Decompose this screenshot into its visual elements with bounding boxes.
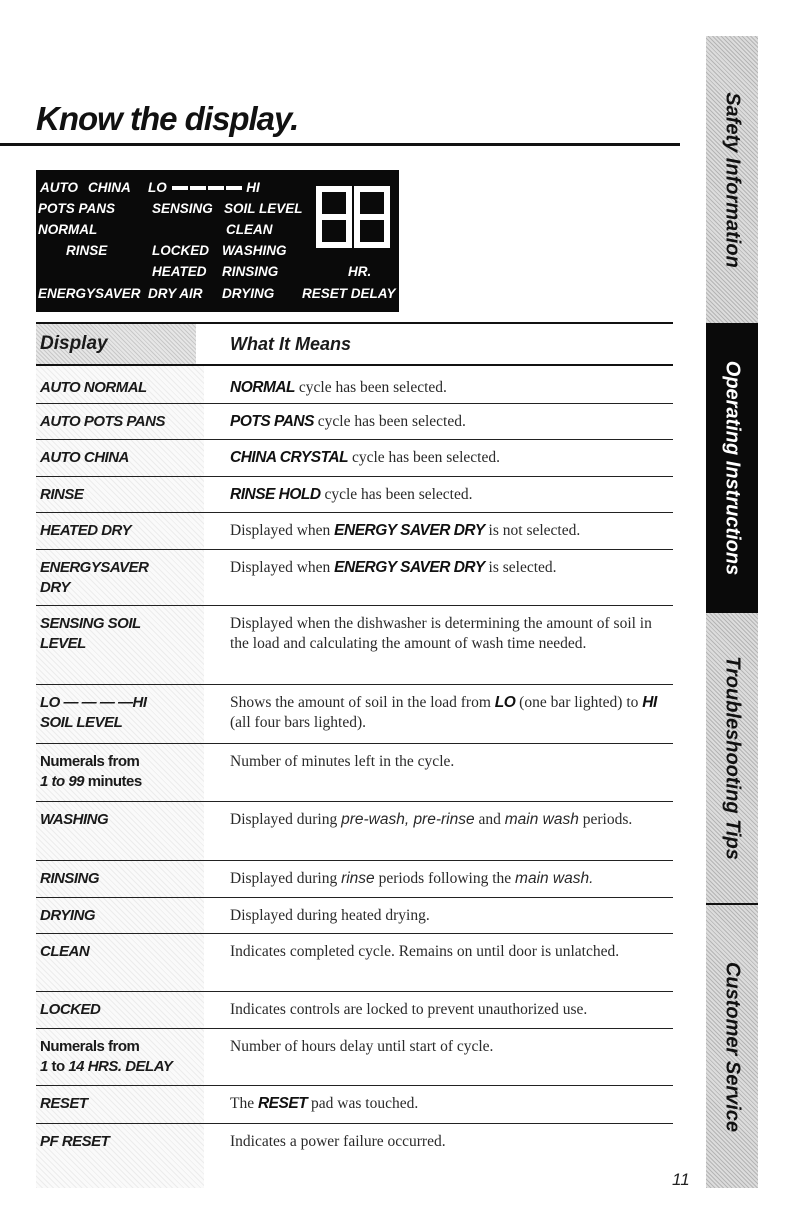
display-cell: Numerals from 1 to 99 minutes bbox=[36, 744, 204, 801]
panel-drying: DRYING bbox=[222, 286, 275, 301]
title-rule bbox=[0, 143, 680, 146]
meaning-cell: RINSE HOLD cycle has been selected. bbox=[230, 486, 473, 503]
meaning-cell: Displayed during pre-wash, pre-rinse and main wash periods. bbox=[230, 811, 633, 828]
table-row bbox=[36, 898, 673, 934]
panel-pots-pans: POTS PANS bbox=[38, 201, 116, 216]
segment-digit bbox=[354, 186, 390, 248]
meaning-cell: Indicates completed cycle. Remains on until door is unlatched. bbox=[230, 943, 620, 960]
display-cell: LO — — — —HI SOIL LEVEL bbox=[36, 685, 204, 743]
panel-hr: HR. bbox=[348, 264, 372, 279]
soil-bar bbox=[190, 186, 206, 190]
panel-rinsing: RINSING bbox=[222, 264, 279, 279]
table-row bbox=[36, 685, 673, 744]
table-header bbox=[36, 322, 673, 366]
meaning-cell: Indicates a power failure occurred. bbox=[230, 1133, 446, 1150]
display-table bbox=[36, 322, 673, 1188]
soil-bar bbox=[226, 186, 242, 190]
panel-hi: HI bbox=[246, 180, 260, 195]
meaning-cell: CHINA CRYSTAL cycle has been selected. bbox=[230, 449, 500, 466]
table-row bbox=[36, 606, 673, 685]
display-cell: RINSE bbox=[36, 477, 204, 512]
meaning-cell: Displayed during heated drying. bbox=[230, 907, 430, 924]
meaning-cell: NORMAL cycle has been selected. bbox=[230, 379, 447, 396]
panel-lo: LO bbox=[148, 180, 167, 195]
segment-digit bbox=[316, 186, 352, 248]
table-row bbox=[36, 1124, 673, 1188]
display-cell: PF RESET bbox=[36, 1124, 204, 1188]
soil-bar bbox=[208, 186, 224, 190]
panel-soil-level: SOIL LEVEL bbox=[224, 201, 303, 216]
meaning-cell: Shows the amount of soil in the load from LO (one bar lighted) to HI (all four bars lighted). bbox=[230, 694, 657, 731]
display-cell: LOCKED bbox=[36, 992, 204, 1028]
table-row bbox=[36, 1029, 673, 1086]
table-row bbox=[36, 550, 673, 606]
table-row bbox=[36, 744, 673, 802]
meaning-cell: POTS PANS cycle has been selected. bbox=[230, 413, 466, 430]
panel-china: CHINA bbox=[88, 180, 131, 195]
table-row bbox=[36, 802, 673, 861]
display-cell: Numerals from 1 to 14 HRS. DELAY bbox=[36, 1029, 204, 1085]
table-row bbox=[36, 440, 673, 477]
display-cell: AUTO NORMAL bbox=[36, 366, 204, 403]
meaning-cell: Number of minutes left in the cycle. bbox=[230, 753, 455, 770]
display-cell: HEATED DRY bbox=[36, 513, 204, 549]
display-cell: AUTO POTS PANS bbox=[36, 404, 204, 439]
page-number: 11 bbox=[672, 1170, 690, 1189]
table-row bbox=[36, 861, 673, 898]
table-row bbox=[36, 513, 673, 550]
meaning-cell: Displayed when the dishwasher is determining the amount of soil in the load and calculating the amount of wash time needed. bbox=[230, 615, 652, 652]
display-cell: CLEAN bbox=[36, 934, 204, 991]
tab-troubleshooting-tips[interactable]: Troubleshooting Tips bbox=[706, 613, 758, 903]
panel-auto: AUTO bbox=[40, 180, 79, 195]
table-row bbox=[36, 934, 673, 992]
meaning-cell: Displayed when ENERGY SAVER DRY is not selected. bbox=[230, 522, 581, 539]
panel-rinse: RINSE bbox=[66, 243, 108, 258]
panel-dry-air: DRY AIR bbox=[148, 286, 203, 301]
panel-normal: NORMAL bbox=[38, 222, 98, 237]
panel-energysaver: ENERGYSAVER bbox=[38, 286, 141, 301]
soil-bar bbox=[172, 186, 188, 190]
panel-sensing: SENSING bbox=[152, 201, 213, 216]
display-cell: WASHING bbox=[36, 802, 204, 860]
meaning-cell: Displayed during rinse periods following the main wash. bbox=[230, 870, 594, 887]
panel-clean: CLEAN bbox=[226, 222, 273, 237]
panel-reset-delay: RESET DELAY bbox=[302, 286, 396, 301]
table-row bbox=[36, 992, 673, 1029]
panel-washing: WASHING bbox=[222, 243, 287, 258]
panel-lo-hi-bars bbox=[148, 180, 260, 195]
meaning-cell: The RESET pad was touched. bbox=[230, 1095, 419, 1112]
table-row bbox=[36, 366, 673, 404]
tab-safety-information[interactable]: Safety Information bbox=[706, 36, 758, 323]
header-display: Display bbox=[36, 324, 196, 364]
meaning-cell: Number of hours delay until start of cycle. bbox=[230, 1038, 494, 1055]
display-cell: RESET bbox=[36, 1086, 204, 1123]
table-row bbox=[36, 1086, 673, 1124]
seven-segment-display bbox=[316, 186, 390, 248]
display-cell: SENSING SOIL LEVEL bbox=[36, 606, 204, 684]
display-cell: RINSING bbox=[36, 861, 204, 897]
page-title: Know the display. bbox=[36, 100, 299, 137]
meaning-cell: Indicates controls are locked to prevent unauthorized use. bbox=[230, 1001, 588, 1018]
display-cell: DRYING bbox=[36, 898, 204, 933]
header-what-it-means: What It Means bbox=[230, 334, 352, 354]
table-row bbox=[36, 477, 673, 513]
tab-operating-instructions[interactable]: Operating Instructions bbox=[706, 323, 758, 613]
display-cell: AUTO CHINA bbox=[36, 440, 204, 476]
meaning-cell: Displayed when ENERGY SAVER DRY is selected. bbox=[230, 559, 557, 576]
table-row bbox=[36, 404, 673, 440]
display-cell: ENERGYSAVER DRY bbox=[36, 550, 204, 605]
display-panel bbox=[36, 170, 399, 312]
tab-customer-service[interactable]: Customer Service bbox=[706, 905, 758, 1188]
panel-locked: LOCKED bbox=[152, 243, 209, 258]
panel-heated: HEATED bbox=[152, 264, 207, 279]
